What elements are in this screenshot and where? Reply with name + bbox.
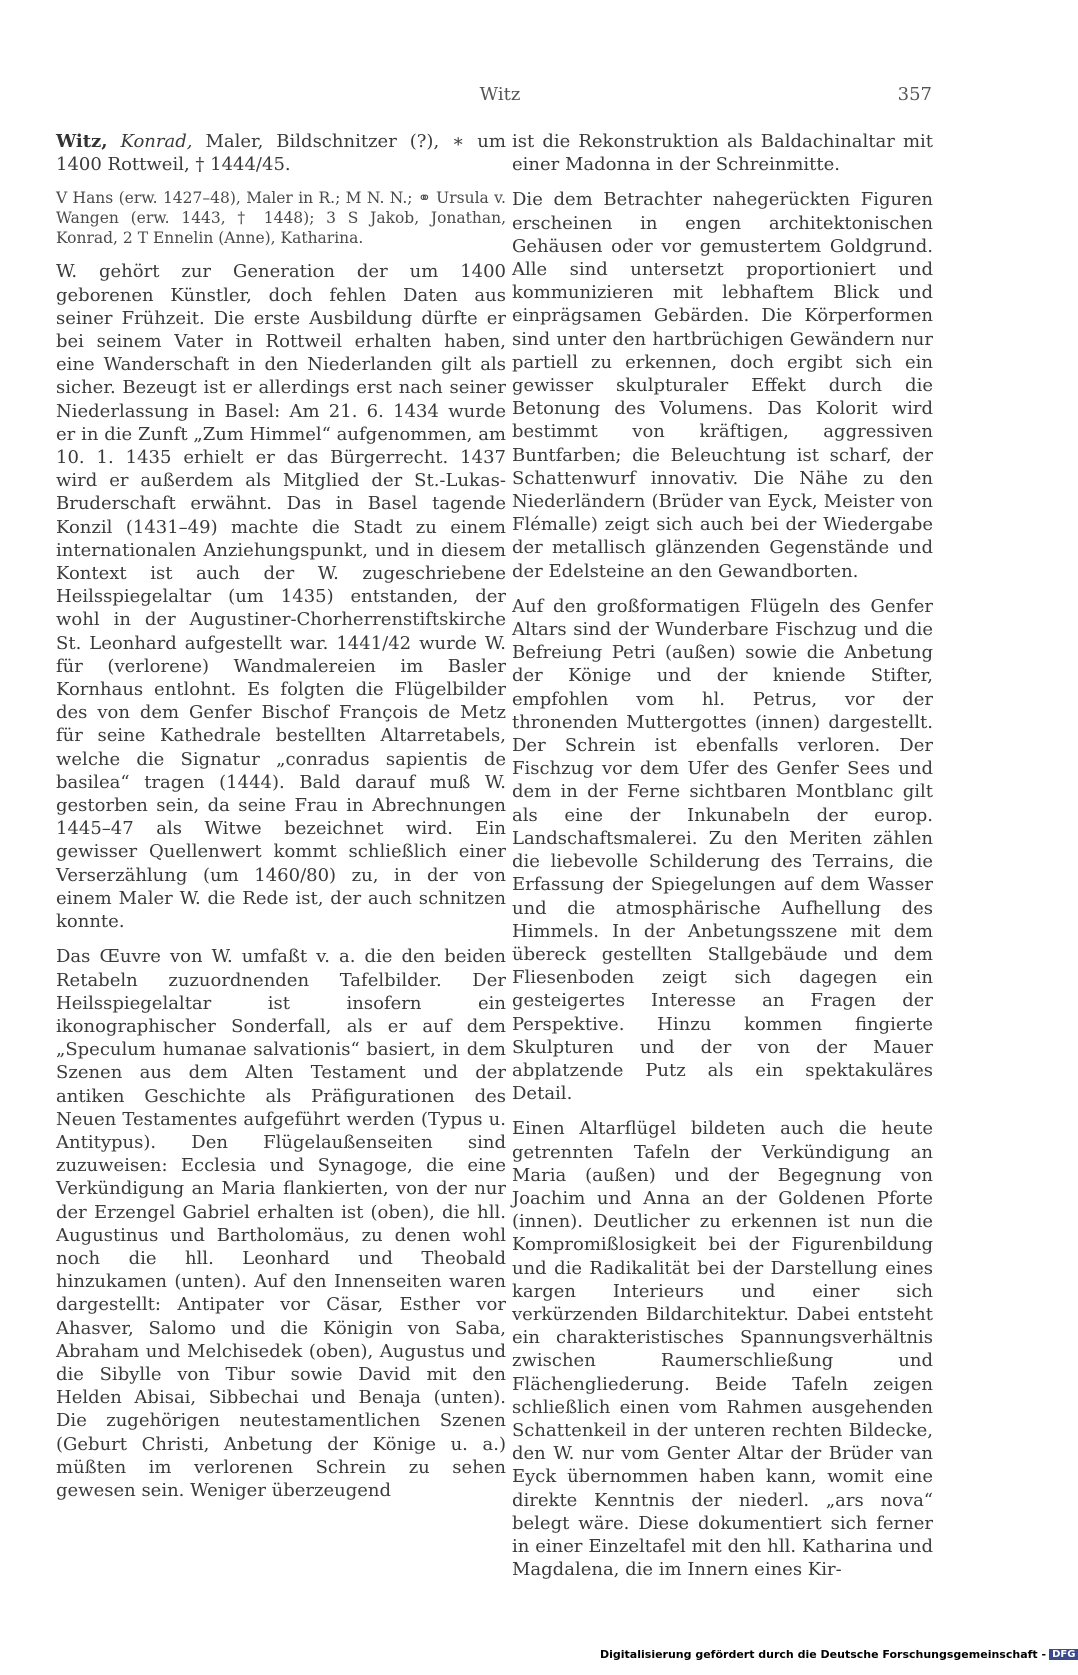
digitization-footer xyxy=(600,1648,1076,1661)
paragraph: W. gehört zur Generation der um 1400 geborenen Künstler, doch fehlen Daten aus seiner Frühzeit. Die erste Ausbildung dürfte er bei seinem Vater in Rottweil erhalten haben, eine Wanderschaft in den Niederlanden gilt als sicher. Bezeugt ist er allerdings erst nach seiner Niederlassung in Basel: Am 21. 6. 1434 wurde er in die Zunft „Zum Himmel“ aufgenommen, am 10. 1. 1435 erhielt er das Bürgerrecht. 1437 wird er außerdem als Mitglied der St.-Lukas-Bruderschaft erwähnt. Das in Basel tagende Konzil (1431–49) machte die Stadt zu einem internationalen Anziehungspunkt, und in diesem Kontext ist auch der W. zugeschriebene Heilsspiegelaltar (um 1435) entstanden, der wohl in der Augustiner-Chorherrenstiftskirche St. Leonhard aufgestellt war. 1441/42 wurde W. für (verlorene) Wandmalereien im Basler Kornhaus entlohnt. Es folgten die Flügelbilder des von dem Genfer Bischof François de Metz für seine Kathedrale bestellten Altarretabels, welche die Signatur „conradus sapientis de basilea“ tragen (1444). Bald darauf muß W. gestorben sein, da seine Frau in Abrechnungen 1445–47 als Witwe bezeichnet wird. Ein gewisser Quellenwert kommt schließlich einer Verserzählung (um 1460/80) zu, in der von einem Maler W. die Rede ist, der auch schnitzen konnte. xyxy=(56,261,506,933)
entry-given-name: Konrad, xyxy=(120,131,193,152)
family-notes: V Hans (erw. 1427–48), Maler in R.; M N. N.; ⚭ Ursula v. Wangen (erw. 1443, † 1448); 3 S Jakob, Jonathan, Konrad, 2 T Ennelin (Anne), Katharina. xyxy=(56,189,506,248)
right-column xyxy=(512,130,933,1593)
page-number: 357 xyxy=(897,84,932,105)
entry-heading xyxy=(56,130,506,176)
entry-descriptor: Maler, Bildschnitzer (?), ∗ um 1400 Rottweil, † 1444/45. xyxy=(56,131,506,176)
left-column xyxy=(56,130,506,1514)
paragraph: Auf den großformatigen Flügeln des Genfer Altars sind der Wunderbare Fischzug und die Befreiung Petri (außen) sowie die Anbetung der Könige und der kniende Stifter, empfohlen vom hl. Petrus, vor der thronenden Muttergottes (innen) dargestellt. Der Schrein ist ebenfalls verloren. Der Fischzug vor dem Ufer des Genfer Sees und dem in der Ferne sichtbaren Montblanc gilt als eine der Inkunabeln der europ. Landschaftsmalerei. Zu den Meriten zählen die liebevolle Schilderung des Terrains, die Erfassung der Spiegelungen auf dem Wasser und die atmosphärische Aufhellung des Himmels. In der Anbetungsszene mit dem übereck gestellten Stallgebäude und dem Fliesenboden zeigt sich dagegen ein gesteigertes Interesse an Fragen der Perspektive. Hinzu kommen fingierte Skulpturen und der von der Mauer abplatzende Putz als ein spektakuläres Detail. xyxy=(512,595,933,1105)
paragraph: Einen Altarflügel bildeten auch die heute getrennten Tafeln der Verkündigung an Maria (außen) und der Begegnung von Joachim und Anna an der Goldenen Pforte (innen). Deutlicher zu erkennen ist nun die Kompromißlosigkeit bei der Figurenbildung und die Radikalität bei der Darstellung eines kargen Interieurs und einer sich verkürzenden Bildarchitektur. Dabei entsteht ein charakteristisches Spannungsverhältnis zwischen Raumerschließung und Flächengliederung. Beide Tafeln zeigen schließlich einen vom Rahmen ausgehenden Schattenkeil in der unteren rechten Bildecke, den W. nur vom Genter Altar der Brüder van Eyck übernommen haben kann, womit eine direkte Kenntnis der niederl. „ars nova“ belegt wäre. Diese dokumentiert sich ferner in einer Einzeltafel mit den hll. Katharina und Magdalena, die im Innern eines Kir- xyxy=(512,1118,933,1581)
dfg-logo: DFG xyxy=(1049,1649,1078,1660)
entry-name: Witz, xyxy=(56,131,108,152)
paragraph: Die dem Betrachter nahegerückten Figuren erscheinen in engen architektonischen Gehäusen oder vor gemustertem Goldgrund. Alle sind untersetzt proportioniert und kommunizieren mit lebhaftem Blick und einprägsamen Gebärden. Die Körperformen sind unter den hartbrüchigen Gewändern nur partiell zu erkennen, doch ergibt sich ein gewisser skulpturaler Effekt durch die Betonung des Volumens. Das Kolorit wird bestimmt von kräftigen, aggressiven Buntfarben; die Beleuchtung ist scharf, der Schattenwurf innovativ. Die Nähe zu den Niederländern (Brüder van Eyck, Meister von Flémalle) zeigt sich auch bei der Wiedergabe der metallisch glänzenden Gegenstände und der Edelsteine an den Gewandborten. xyxy=(512,189,933,582)
footer-text: Digitalisierung gefördert durch die Deutsche Forschungsgemeinschaft - xyxy=(600,1648,1047,1661)
paragraph: ist die Rekonstruktion als Baldachinaltar mit einer Madonna in der Schreinmitte. xyxy=(512,131,933,176)
paragraph: Das Œuvre von W. umfaßt v. a. die den beiden Retabeln zuzuordnenden Tafelbilder. Der Heilsspiegelaltar ist insofern ein ikonographischer Sonderfall, als er auf dem „Speculum humanae salvationis“ basiert, in dem Szenen aus dem Alten Testament und der antiken Geschichte als Präfigurationen des Neuen Testamentes aufgeführt werden (Typus u. Antitypus). Den Flügelaußenseiten sind zuzuweisen: Ecclesia und Synagoge, die eine Verkündigung an Maria flankierten, von der nur der Erzengel Gabriel erhalten ist (oben), die hll. Augustinus und Bartholomäus, zu denen wohl noch die hll. Leonhard und Theobald hinzukamen (unten). Auf den Innenseiten waren dargestellt: Antipater vor Cäsar, Esther vor Ahasver, Salomo und die Königin von Saba, Abraham und Melchisedek (oben), Augustus und die Sibylle von Tibur sowie David mit den Helden Abisai, Sibbechai und Benaja (unten). Die zugehörigen neutestamentlichen Szenen (Geburt Christi, Anbetung der Könige u. a.) müßten im verlorenen Schrein zu sehen gewesen sein. Weniger überzeugend xyxy=(56,946,506,1501)
running-header-title: Witz xyxy=(479,84,521,105)
